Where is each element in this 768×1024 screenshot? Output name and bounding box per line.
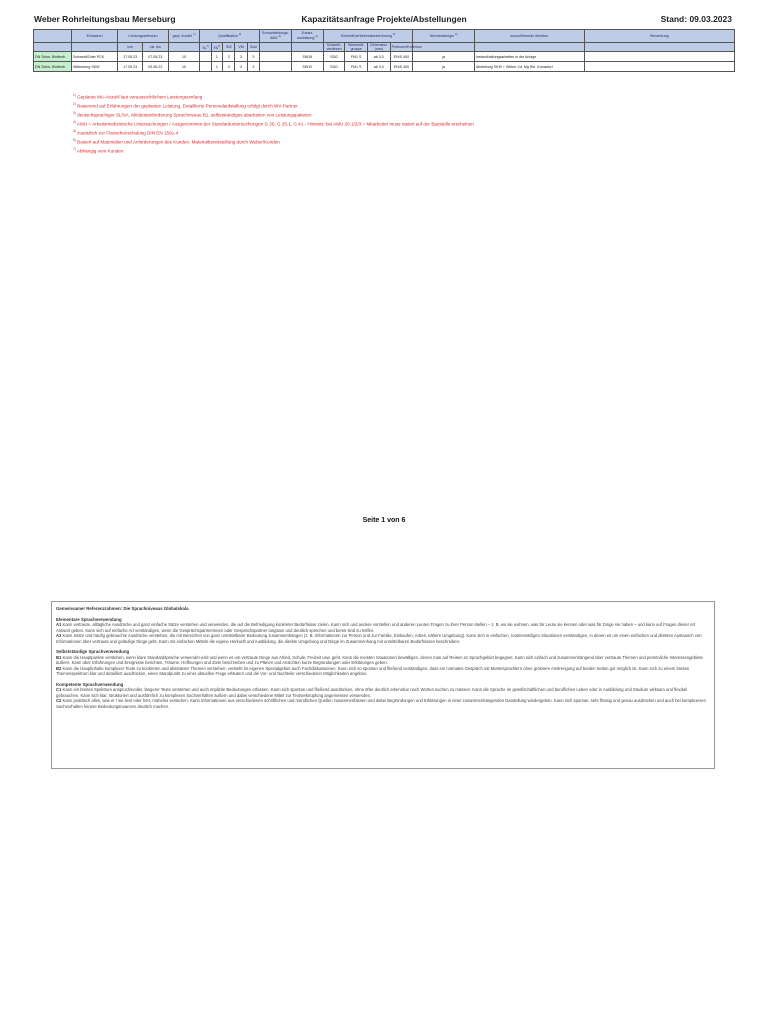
subheader-sokl: Sokl [247,43,259,52]
footnote: $^{3)}$ deutschsprachiger SL/VA, Mindestanforderung Sprachniveau B1, selbstständiges abarbeiten von Leistungspaketen [73,111,312,118]
row-norm: EN/S 400 [390,52,413,62]
table-row [34,52,735,62]
level-paragraph: B1 Kann die Hauptpunkte verstehen, wenn klare Standardsprache verwendet wird und wenn es um vertraute Dinge aus Arbeit, Schule, Freizeit usw. geht. Kann die meisten Situationen bewältigen, denen man auf Reisen im Sprachgebiet begegnet. Kann sich einfach und zusammenhängend über vertraute Themen und persönliche Interessengebiete äußern. Kann über Erfahrungen und Ereignisse berichten, Träume, Hoffnungen und Ziele beschreiben und zu Plänen und Ansichten kurze Begründungen oder Erklärungen geben. [56,654,703,666]
row-sokl: 3 [247,62,259,72]
row-bis: 07.05.23 [142,52,168,62]
level-paragraph: A2 Kann Sätze und häufig gebrauchte Ausdrücke verstehen, die mit Bereichen von ganz unmittelbarer Bedeutung zusammenhängen (z. B. Informationen zur Person und zur Familie, Einkaufen, Arbeit, nähere Umgebung). Kann sich in einfachen, routinemäßigen Situationen verständigen, in denen es um einen einfachen und direkten Austausch von Informationen über vertraute und geläufige Dinge geht. Kann mit einfachen Mitteln die eigene Herkunft und Ausbildung, die direkte Umgebung und Dinge im Zusammenhang mit unmittelbaren Bedürfnissen beschreiben. [56,633,702,644]
row-von: 17.05.23 [118,62,143,72]
row-einsatzort: Wittenberg SKW [72,62,118,72]
row-vm: 3 [235,62,247,72]
row-wechsel: ja [413,52,475,62]
row-zusatz: SW10 [291,62,323,72]
row-sl [200,52,211,62]
row-zusatz: SW16 [291,52,323,62]
row-werkstoff: FM1 S [345,62,368,72]
row-sw: 3 [223,62,235,72]
subheader-vm: VM [235,43,247,52]
row-wechsel: ja [413,62,475,72]
section-heading: Selbstständige Sprachverwendung [56,649,130,655]
row-id: DN Schw. Wolfenb. [34,52,72,62]
subheader-fa: FA$^{7)}$ [211,43,222,52]
row-anzahl: 10 [168,62,200,72]
subheader-verfahren: Schweiß-verfahren [323,43,345,52]
row-sw: 3 [223,52,235,62]
row-von: 17.05.23 [118,52,143,62]
subheader-bis: vsl. bis [142,43,168,52]
level-paragraph: C2 Kann praktisch alles, was er / sie liest oder hört, mühelos verstehen. Kann Informationen aus verschiedenen schriftlichen und mündlichen Quellen zusammenfassen und dabei Begründungen und Erklärungen in einer zusammenhängenden Darstellung wiedergeben. Kann sich spontan, sehr flüssig und genau ausdrücken und auch bei komplexeren Sachverhalten feinere Bedeutungsnuancen deutlich machen. [56,698,706,709]
header-cell-schweissverfahren: Schweißverfahrensbezeichnung $^{5)}$ [323,30,412,43]
subheader-werkstoff: Werkstoff-gruppe [345,43,368,52]
table-subheader-row [34,43,735,52]
row-fa: 1 [211,62,222,72]
header-cell-einsatzort: Einsatzort [72,30,118,43]
level-paragraph: A1 Kann vertraute, alltägliche Ausdrücke und ganz einfache Sätze verstehen und verwenden, die auf die Befriedigung konkreter Bedürfnisse zielen. Kann sich und andere vorstellen und anderen Leuten Fragen zu ihrer Person stellen – z. B. wo sie wohnen, was für Leute sie kennen oder was für Dinge sie haben – und kann auf Fragen dieser Art Antwort geben. Kann sich auf einfache Art verständigen, wenn die Gesprächspartnerinnen oder Gesprächspartner langsam und deutlich sprechen und bereit sind zu helfen. [56,622,696,633]
row-anzahl: 10 [168,52,200,62]
header-title: Kapazitätsanfrage Projekte/Abstellungen [301,14,467,24]
footnotes [73,92,474,155]
footnote: $^{2)}$ Basierend auf Erfahrungen der geplanten Leistung. Detaillierte Personalaufstellung erfolgt durch WV-Partner [73,102,298,109]
header-cell-arbeiten: auszuführende Arbeiten [474,30,584,43]
subheader-norm: Prüfnorm/Kriterium [390,43,413,52]
footnote: $^{5)}$ zusätzlich zur Flanschenschulung DIN EN 1591-4 [73,129,179,136]
section-heading: Kompetente Sprachverwendung [56,681,124,687]
row-bemerkung [584,62,734,72]
row-bemerkung [584,52,734,62]
level-paragraph: B2 Kann die Hauptinhalte komplexer Texte zu konkreten und abstrakten Themen verstehen; versteht im eigenen Spezialgebiet auch Fachdiskussionen. Kann sich so spontan und fließend verständigen, dass ein normales Gespräch mit Muttersprachlern ohne grössere Anstrengung auf beiden Seiten gut möglich ist. Kann sich zu einem breiten Themenspektrum klar und detailliert ausdrücken, einen Standpunkt zu einer aktuellen Frage erläutern und die Vor- und Nachteile verschiedener Möglichkeiten angeben. [56,665,690,677]
row-arbeiten: Abstellung SKW + Weber Vd. Mg Rel. Komsdorf [474,62,584,72]
row-vm: 3 [235,52,247,62]
header-cell-schutzkleidung: Schutzkleidungs-ABG $^{3)}$ [260,30,292,43]
level-paragraph: C1 Kann ein breites Spektrum anspruchsvoller, längerer Texte verstehen und auch implizite Bedeutungen erfassen. Kann sich spontan und fließend ausdrücken, ohne öfter deutlich erkennbar nach Worten suchen zu müssen. Kann die Sprache im gesellschaftlichen und beruflichen Leben oder in Ausbildung und Studium wirksam und flexibel gebrauchen. Kann sich klar, strukturiert und ausführlich zu komplexen Sachverhalten äußern und dabei verschiedene Mittel zur Textverknüpfung angemessen verwenden. [56,687,688,698]
row-sokl: 3 [247,52,259,62]
table-row [34,62,735,72]
reference-title: Gemeinsamer Referenzrahmen: Die Sprachniveaus Globalskala [56,606,189,611]
header-cell-id [34,30,72,43]
subheader-von: von [118,43,143,52]
row-dimension: ab 3,0 [367,52,390,62]
subheader-sl: SL$^{7)}$ [200,43,211,52]
row-sl [200,62,211,72]
footnote: $^{4)}$ AMU = Arbeitsmedizinische Untersuchungen / Ausgenommen der Standarduntersuchungen G 20, G 25.1, G 41 - Hinweis: bei AMU 26.1/2/3 = Mitarbeiter muss rasiert auf der Baustelle erscheinen [73,120,474,127]
row-abg [260,62,292,72]
row-einsatzort: Schwedt/Oder PCK [72,52,118,62]
row-verfahren: SDG [323,62,345,72]
table-header-row [34,30,735,43]
row-arbeiten: Instandhaltungsarbeiten in der Anlage [474,52,584,62]
header-cell-wechselsteiger: Wechselsteiger $^{6)}$ [413,30,475,43]
capacity-table [33,29,735,72]
row-abg [260,52,292,62]
row-dimension: ab 3,0 [367,62,390,72]
header-cell-bemerkung: Bemerkung [584,30,734,43]
subheader-dimension: Dimension (mm) [367,43,390,52]
row-werkstoff: FM1 S [345,52,368,62]
row-norm: EN/S 400 [390,62,413,72]
row-bis: 03.06.23 [142,62,168,72]
header-cell-qualifikation: Qualifikation $^{2)}$ [200,30,260,43]
header-cell-leistungszeitraum: Leistungszeitraum [118,30,168,43]
footnote: $^{1)}$ Geplante MA-Anzahl laut voraussichtlichem Leistungsumfang [73,93,203,100]
header-cell-zusatzausbildung: Zusatz-ausbildung $^{4)}$ [291,30,323,43]
header-date: Stand: 09.03.2023 [660,14,732,24]
footnote: $^{6)}$ Basiert auf Materialien und Anforderungen des Kunden. Materialbereitstellung durch Weber/Kunden [73,138,280,145]
header-cell-anzahl: gepl. Anzahl $^{1)}$ [168,30,200,43]
section-heading: Elementare Sprachverwendung [56,616,122,622]
row-fa: 1 [211,52,222,62]
page-marker: Seite 1 von 6 [362,517,406,524]
row-id: DN Schw. Wolfenb. [34,62,72,72]
footnote: $^{7)}$ Abhängig vom Kunden [73,147,124,154]
subheader-sw: SW [223,43,235,52]
row-verfahren: SDG [323,52,345,62]
header-company: Weber Rohrleitungsbau Merseburg [34,14,176,24]
reference-box [51,601,715,769]
